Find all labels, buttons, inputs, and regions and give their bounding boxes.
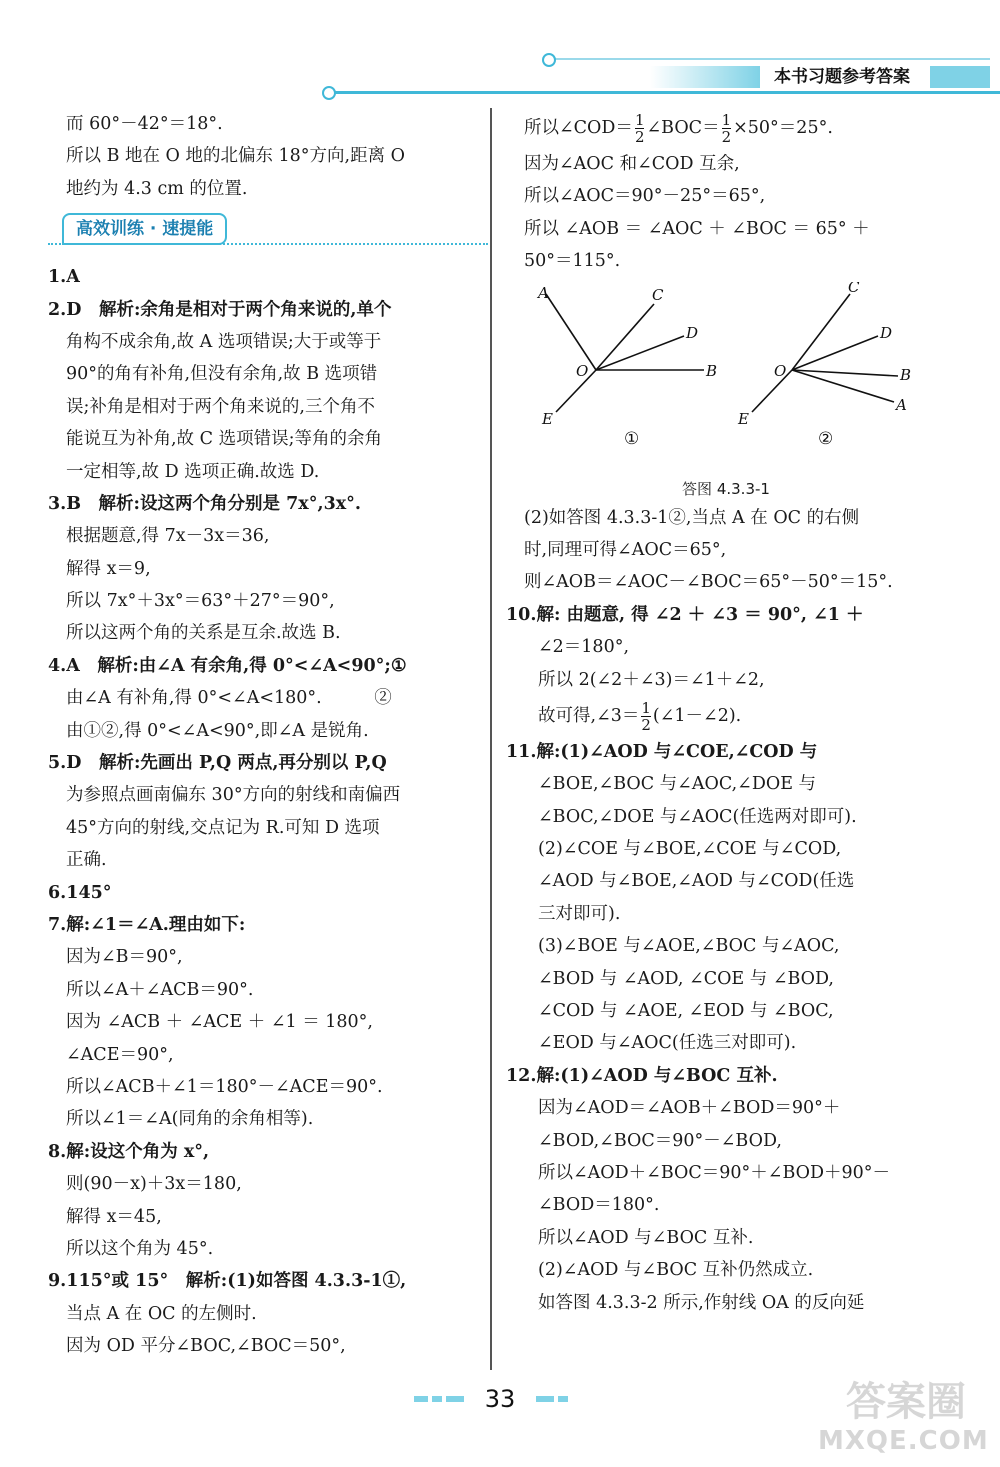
- fraction-numerator: 1: [634, 111, 645, 129]
- fraction-numerator: 1: [641, 698, 651, 717]
- text-line: 所以这个角为 45°.: [66, 1238, 214, 1259]
- text-line: 2.D 解析:余角是相对于两个角来说的,单个: [48, 299, 392, 320]
- watermark-url: MXQE.COM: [818, 1426, 989, 1456]
- text-line: 能说互为补角,故 C 选项错误;等角的余角: [66, 429, 382, 450]
- text-line: 6.145°: [48, 882, 112, 903]
- label-b: B: [900, 365, 912, 384]
- label-e: E: [738, 409, 749, 428]
- footer-dash: [536, 1396, 554, 1402]
- ray-oc: [596, 304, 654, 370]
- text-line: (2)如答图 4.3.3-1②,当点 A 在 OC 的右侧: [524, 507, 860, 528]
- text-line: 则(90－x)＋3x＝180,: [66, 1174, 242, 1195]
- text-line: 因为 OD 平分∠BOC,∠BOC＝50°,: [66, 1336, 346, 1357]
- fraction-line: [506, 696, 946, 736]
- fraction-denominator: 2: [641, 715, 651, 734]
- text-fragment: ×50°＝25°.: [733, 118, 833, 138]
- text-line: 为参照点画南偏东 30°方向的射线和南偏西: [66, 785, 401, 806]
- text-line: 11.解:(1)∠AOD 与∠COE,∠COD 与: [506, 741, 818, 762]
- footer-dash: [446, 1396, 464, 1402]
- figure-caption: 答图 4.3.3-1: [682, 479, 770, 498]
- section-title: 高效训练 · 速提能: [62, 213, 227, 245]
- text-line: 误;补角是相对于两个角来说的,三个角不: [66, 396, 375, 417]
- text-line: (2)∠COE 与∠BOE,∠COE 与∠COD,: [538, 839, 842, 860]
- text-line: ∠BOE,∠BOC 与∠AOC,∠DOE 与: [538, 774, 817, 795]
- text-line: 因为∠AOD＝∠AOB＋∠BOD＝90°＋: [538, 1098, 841, 1119]
- header-rule: [330, 91, 1000, 94]
- text-line: 5.D 解析:先画出 P,Q 两点,再分别以 P,Q: [48, 753, 387, 774]
- text-line: 所以∠AOD＋∠BOC＝90°＋∠BOD＋90°－: [538, 1162, 891, 1183]
- section-heading: [62, 213, 480, 245]
- footer-dash: [432, 1396, 442, 1402]
- text-line: 由∠A 有补角,得 0°<∠A<180°. ②: [66, 688, 392, 709]
- text-fragment: ∠BOC＝: [646, 118, 720, 138]
- text-line: 8.解:设这个角为 x°,: [48, 1141, 210, 1162]
- text-line: 因为∠AOC 和∠COD 互余,: [524, 154, 740, 174]
- text-line: ∠BOD＝180°.: [538, 1195, 660, 1216]
- text-line: 所以∠AOD 与∠BOC 互补.: [538, 1227, 754, 1248]
- text-line: 如答图 4.3.3-2 所示,作射线 OA 的反向延: [538, 1292, 865, 1313]
- text-line: 因为 ∠ACB ＋ ∠ACE ＋ ∠1 ＝ 180°,: [66, 1012, 373, 1033]
- label-d: D: [880, 323, 893, 342]
- label-a: A: [538, 283, 549, 302]
- answer-11: [506, 736, 946, 1060]
- answer-item: [48, 294, 480, 488]
- label-o: O: [576, 361, 589, 380]
- text-fragment: 故可得,∠3＝: [538, 705, 640, 726]
- text-line: 3.B 解析:设这两个角分别是 7x°,3x°.: [48, 493, 362, 514]
- header-dot-icon: [322, 86, 336, 100]
- text-line: 地约为 4.3 cm 的位置.: [66, 178, 248, 199]
- text-line: ∠EOD 与∠AOC(任选三对即可).: [538, 1033, 797, 1054]
- watermark-logo: 答案圈: [846, 1379, 966, 1425]
- text-line: 所以 B 地在 O 地的北偏东 18°方向,距离 O: [66, 146, 406, 167]
- figure-number: ②: [818, 428, 834, 449]
- answer-item: [48, 909, 480, 1136]
- text-line: 所以∠ACB＋∠1＝180°－∠ACE＝90°.: [66, 1076, 383, 1097]
- label-e: E: [542, 409, 553, 428]
- text-line: 当点 A 在 OC 的左侧时.: [66, 1303, 257, 1324]
- text-line: 9.115°或 15° 解析:(1)如答图 4.3.3-1①,: [48, 1271, 407, 1292]
- answer-item: [48, 261, 480, 293]
- text-line: ∠2＝180°,: [538, 637, 630, 658]
- text-line: 一定相等,故 D 选项正确.故选 D.: [66, 461, 320, 482]
- text-line: 12.解:(1)∠AOD 与∠BOC 互补.: [506, 1065, 778, 1086]
- answer-item: [48, 747, 480, 877]
- text-line: 4.A 解析:由∠A 有余角,得 0°<∠A<90°;①: [48, 655, 407, 676]
- text-line: 所以 2(∠2＋∠3)＝∠1＋∠2,: [538, 669, 765, 690]
- text-line: 由①②,得 0°<∠A<90°,即∠A 是锐角.: [66, 720, 369, 741]
- text-fragment: 所以∠COD＝: [524, 118, 633, 138]
- footer-dash: [558, 1396, 568, 1402]
- text-line: 45°方向的射线,交点记为 R.可知 D 选项: [66, 817, 380, 838]
- label-c: C: [652, 285, 664, 304]
- section-rule: [48, 243, 488, 245]
- text-line: 所以∠1＝∠A(同角的余角相等).: [66, 1109, 314, 1130]
- text-line: 正确.: [66, 850, 107, 871]
- fraction-denominator: 2: [721, 128, 732, 146]
- header-band: [650, 66, 760, 88]
- fraction-line: [506, 108, 946, 148]
- text-line: ∠BOD,∠BOC＝90°－∠BOD,: [538, 1130, 782, 1151]
- text-line: ∠BOD 与 ∠AOD, ∠COE 与 ∠BOD,: [538, 968, 834, 989]
- label-d: D: [686, 323, 699, 342]
- answer-item: [48, 1265, 480, 1362]
- text-line: 90°的角有补角,但没有余角,故 B 选项错: [66, 364, 378, 385]
- text-line: 根据题意,得 7x－3x＝36,: [66, 526, 270, 547]
- text-line: (3)∠BOE 与∠AOE,∠BOC 与∠AOC,: [538, 936, 840, 957]
- diagram-1: [546, 294, 704, 412]
- fraction-numerator: 1: [721, 111, 732, 129]
- header-dot-icon: [542, 53, 556, 67]
- fraction: [641, 700, 651, 733]
- text-line: 7.解:∠1＝∠A.理由如下:: [48, 914, 246, 935]
- text-line: (2)∠AOD 与∠BOC 互补仍然成立.: [538, 1260, 814, 1281]
- text-line: 所以 7x°＋3x°＝63°＋27°＝90°,: [66, 591, 335, 612]
- answer-12: [506, 1060, 946, 1319]
- text-line: 因为∠B＝90°,: [66, 947, 183, 968]
- fraction-denominator: 2: [634, 128, 645, 146]
- answer-item: [48, 877, 480, 909]
- text-fragment: (∠1－∠2).: [652, 705, 742, 726]
- text-line: ∠AOD 与∠BOE,∠AOD 与∠COD(任选: [538, 871, 855, 892]
- text-line: 所以 ∠AOB ＝ ∠AOC ＋ ∠BOC ＝ 65° ＋: [524, 218, 870, 239]
- fraction: [635, 112, 645, 145]
- page-number: 33: [484, 1385, 516, 1413]
- ray-od: [596, 336, 684, 370]
- text-line: 1.A: [48, 267, 80, 288]
- header-title: 本书习题参考答案: [774, 67, 910, 87]
- text-line: ∠BOC,∠DOE 与∠AOC(任选两对即可).: [538, 806, 857, 827]
- text-line: 所以∠AOC＝90°－25°＝65°,: [524, 186, 766, 207]
- answer-item: [48, 650, 480, 747]
- footer-dash: [414, 1396, 428, 1402]
- diagram-2: [752, 294, 898, 412]
- text-line: 时,同理可得∠AOC＝65°,: [524, 539, 727, 560]
- text-line: 所以这两个角的关系是互余.故选 B.: [66, 623, 341, 644]
- angle-figure: [506, 282, 946, 472]
- text-line: 角构不成余角,故 A 选项错误;大于或等于: [66, 331, 382, 352]
- text-line: 10.解: 由题意, 得 ∠2 ＋ ∠3 ＝ 90°, ∠1 ＋: [506, 604, 864, 625]
- label-a: A: [896, 395, 907, 414]
- text-line: 50°＝115°.: [524, 251, 621, 272]
- header-rule-top: [550, 58, 990, 60]
- column-divider: [490, 108, 492, 1370]
- text-line: ∠COD 与 ∠AOE, ∠EOD 与 ∠BOC,: [538, 1001, 834, 1022]
- ray-oa: [546, 294, 596, 370]
- answer-item: [48, 1136, 480, 1266]
- text-line: 三对即可).: [538, 903, 621, 924]
- label-b: B: [706, 361, 718, 380]
- left-column: [48, 108, 480, 1362]
- answer-list: [48, 261, 480, 1362]
- text-line: 所以∠A＋∠ACB＝90°.: [66, 979, 254, 1000]
- right-column: [506, 108, 946, 1319]
- text-line: 则∠AOB＝∠AOC－∠BOC＝65°－50°＝15°.: [524, 572, 893, 593]
- text-line: ∠ACE＝90°,: [66, 1044, 174, 1065]
- label-o: O: [774, 361, 787, 380]
- answer-item: [48, 488, 480, 650]
- header-tab: [930, 66, 990, 88]
- text-line: 而 60°－42°＝18°.: [66, 114, 223, 134]
- text-line: 解得 x＝45,: [66, 1206, 162, 1227]
- angle-diagram: [506, 282, 946, 472]
- figure-number: ①: [624, 428, 640, 449]
- label-c: C: [848, 281, 860, 296]
- fraction: [722, 112, 732, 145]
- text-line: 解得 x＝9,: [66, 558, 151, 579]
